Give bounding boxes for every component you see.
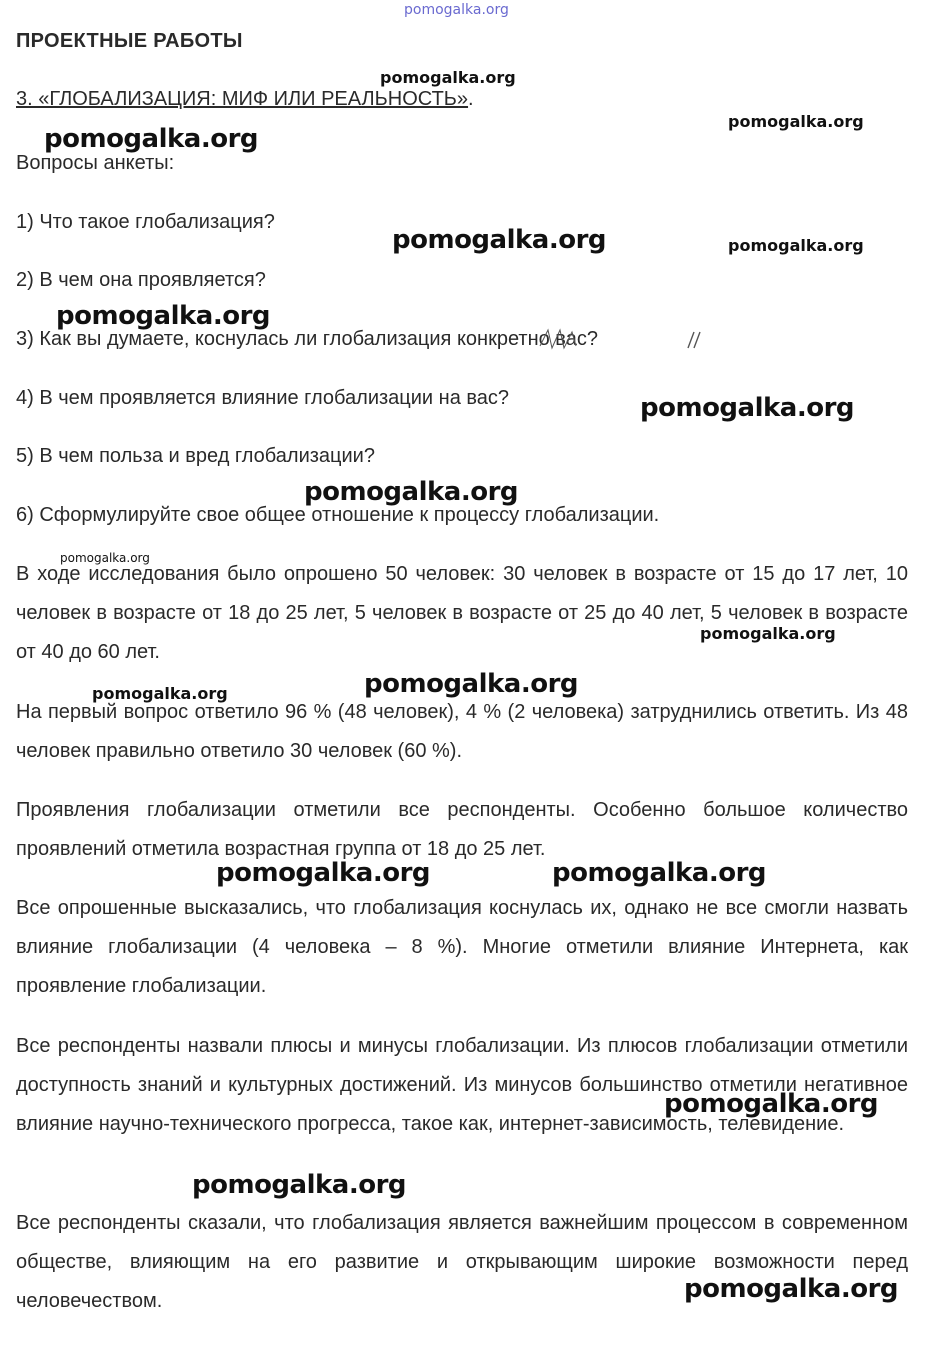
question-4: 4) В чем проявляется влияние глобализации на вас?: [16, 387, 510, 409]
section-title: ПРОЕКТНЫЕ РАБОТЫ: [16, 30, 243, 52]
watermark[interactable]: pomogalka.org: [304, 477, 519, 507]
paragraph-influence: Все опрошенные высказались, что глобализация коснулась их, однако не все смогли назвать влияние глобализации (4 человека – 8 %). Многие отметили влияние Интернета, как проявление глобализации.: [16, 897, 908, 997]
paragraph-respondents: В ходе исследования было опрошено 50 человек: 30 человек в возрасте от 15 до 17 лет, 10 человек в возрасте от 18 до 25 лет, 5 человек в возрасте от 25 до 40 лет, 5 человек в возрасте от 40 до 60 лет.: [16, 563, 908, 663]
question-1: 1) Что такое глобализация?: [16, 211, 275, 233]
question-3: 3) Как вы думаете, коснулась ли глобализация конкретно вас?: [16, 328, 598, 350]
watermark[interactable]: pomogalka.org: [364, 669, 579, 699]
watermark[interactable]: pomogalka.org: [392, 225, 607, 255]
watermark[interactable]: pomogalka.org: [56, 301, 271, 331]
question-5: 5) В чем польза и вред глобализации?: [16, 445, 375, 467]
watermark[interactable]: pomogalka.org: [728, 112, 864, 131]
watermark[interactable]: pomogalka.org: [44, 124, 259, 154]
watermark-top[interactable]: pomogalka.org: [404, 2, 509, 18]
watermark[interactable]: pomogalka.org: [684, 1274, 899, 1304]
project-title: [16, 88, 474, 111]
project-title-period: .: [468, 88, 474, 110]
survey-heading: Вопросы анкеты:: [16, 152, 175, 174]
paragraph-first-question: На первый вопрос ответило 96 % (48 человек), 4 % (2 человека) затруднились ответить. Из 48 человек правильно ответило 30 человек (60 %).: [16, 701, 908, 762]
watermark[interactable]: pomogalka.org: [92, 684, 228, 703]
watermark[interactable]: pomogalka.org: [552, 858, 767, 888]
watermark[interactable]: pomogalka.org: [700, 624, 836, 643]
watermark[interactable]: pomogalka.org: [216, 858, 431, 888]
paragraph-conclusion: Все респонденты сказали, что глобализация является важнейшим процессом в современном обществе, влияющим на его развитие и открывающим широкие возможности перед человечеством.: [16, 1212, 908, 1312]
pen-scribble-mark: [538, 326, 708, 354]
question-2: 2) В чем она проявляется?: [16, 269, 266, 291]
watermark[interactable]: pomogalka.org: [380, 68, 516, 87]
watermark[interactable]: pomogalka.org: [664, 1089, 879, 1119]
watermark[interactable]: pomogalka.org: [60, 551, 150, 565]
project-title-text: 3. «ГЛОБАЛИЗАЦИЯ: МИФ ИЛИ РЕАЛЬНОСТЬ»: [16, 88, 469, 110]
paragraph-pros-cons: Все респонденты назвали плюсы и минусы глобализации. Из плюсов глобализации отметили доступность знаний и культурных достижений. Из минусов большинство отметили негативное влияние научно-технического прогресса, такое как, интернет-зависимость, телевидение.: [16, 1035, 908, 1135]
watermark[interactable]: pomogalka.org: [640, 393, 855, 423]
watermark[interactable]: pomogalka.org: [192, 1170, 407, 1200]
paragraph-manifestations: Проявления глобализации отметили все респонденты. Особенно большое количество проявлений отметила возрастная группа от 18 до 25 лет.: [16, 799, 908, 860]
watermark[interactable]: pomogalka.org: [728, 236, 864, 255]
question-6: 6) Сформулируйте свое общее отношение к процессу глобализации.: [16, 504, 660, 526]
